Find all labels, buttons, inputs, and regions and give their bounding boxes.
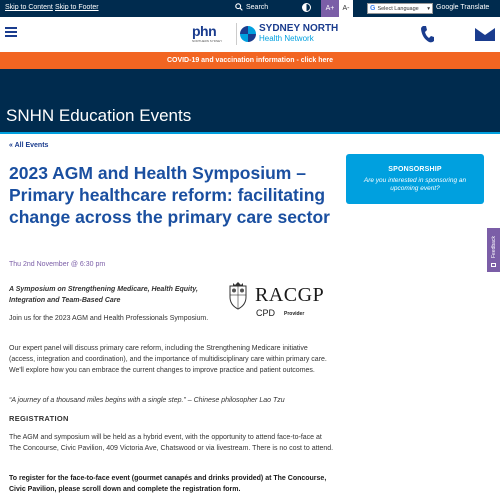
sponsorship-text: Are you interested in sponsoring an upcoming event? (363, 177, 467, 192)
snhn-logo-mark (240, 26, 256, 42)
language-select[interactable] (367, 3, 433, 14)
event-subheading: A Symposium on Strengthening Medicare, Health Equity, Integration and Team-Based Care (9, 286, 198, 304)
google-icon: G (370, 5, 376, 12)
search-button[interactable] (235, 3, 268, 11)
feedback-tab[interactable] (487, 228, 500, 272)
registration-description: The AGM and symposium will be held as a hybrid event, with the opportunity to attend face-to-face at The Concourse, Civic Pavilion, 409 Victoria Ave, Chatswood or via livestream. There is no cost to attend. (9, 434, 334, 452)
utility-bar (0, 0, 500, 17)
banner-divider (0, 132, 500, 134)
page-title: SNHN Education Events (6, 106, 192, 125)
chevron-down-icon: ▾ (427, 5, 430, 12)
snhn-logo-subname: Health Network (259, 34, 314, 43)
racgp-crest-icon (227, 282, 249, 310)
event-intro: Join us for the 2023 AGM and Health Professionals Symposium. (9, 315, 209, 322)
logo-divider (236, 23, 237, 45)
phn-logo[interactable] (192, 23, 222, 43)
racgp-provider: Provider (284, 311, 305, 317)
event-title: 2023 AGM and Health Symposium – Primary healthcare reform: facilitating change across the primary care sector (9, 163, 330, 227)
snhn-logo-name: SYDNEY NORTH (259, 23, 339, 34)
language-select-label: Select Language (377, 5, 419, 12)
feedback-label: Feedback (491, 236, 497, 258)
skip-to-content-link[interactable]: Skip to Content (5, 4, 53, 11)
google-translate-label: Google Translate (436, 4, 490, 11)
sponsorship-heading: SPONSORSHIP (388, 166, 442, 173)
event-panel-description: Our expert panel will discuss primary care reform, including the Strengthening Medicare initiative (access, integration and coordination), and the importance of multidisciplinary care within primary care. We'll explore how you can embrace the current changes to improve practice and patient outcomes. (9, 345, 327, 374)
event-date: Thu 2nd November @ 6:30 pm (9, 261, 106, 268)
racgp-cpd-logo (223, 282, 331, 322)
mail-icon[interactable] (475, 28, 495, 41)
registration-instructions: To register for the face-to-face event (gourmet canapés and drinks provided) at The Concourse, Civic Pavilion, please scroll down and complete the registration form. (9, 475, 327, 493)
racgp-cpd: CPD (256, 308, 276, 318)
phn-logo-subtext: NORTHERN SYDNEY (192, 39, 223, 43)
registration-heading: REGISTRATION (9, 414, 69, 423)
racgp-name: RACGP (255, 284, 325, 306)
phn-logo-text: phn (192, 23, 217, 39)
contrast-icon[interactable] (302, 3, 311, 12)
search-icon (235, 3, 243, 11)
feedback-icon (491, 263, 496, 267)
phone-icon[interactable] (420, 25, 434, 43)
sponsorship-card[interactable] (346, 154, 484, 204)
hamburger-icon[interactable] (5, 27, 17, 37)
all-events-link[interactable]: « All Events (9, 142, 49, 149)
decrease-font-button[interactable]: A- (339, 0, 353, 17)
search-label: Search (246, 3, 269, 11)
increase-font-button[interactable]: A+ (321, 0, 339, 17)
snhn-logo[interactable] (240, 24, 338, 43)
event-quote: “A journey of a thousand miles begins with a single step.” – Chinese philosopher Lao Tzu (9, 397, 285, 404)
skip-to-footer-link[interactable]: Skip to Footer (55, 4, 99, 11)
site-header (0, 17, 500, 52)
covid-alert-link[interactable]: COVID-19 and vaccination information - click here (0, 52, 500, 69)
page-banner (0, 69, 500, 132)
